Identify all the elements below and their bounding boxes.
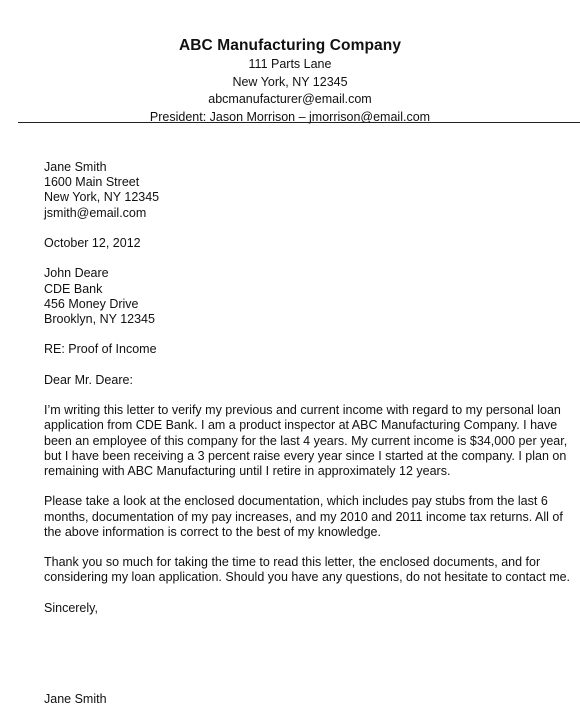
letter-date: October 12, 2012 — [44, 236, 141, 250]
letterhead-divider — [18, 122, 580, 123]
company-name: ABC Manufacturing Company — [178, 37, 402, 54]
paragraph-line: been an employee of this company for the last 4 years. My current income is $34,000 per year, — [44, 433, 568, 448]
sender-name: Jane Smith — [44, 160, 107, 174]
paragraph-line: I’m writing this letter to verify my previous and current income with regard to my personal loan — [44, 403, 561, 418]
company-address-line2: New York, NY 12345 — [232, 74, 348, 89]
letter-body — [44, 160, 574, 707]
company-president: President: Jason Morrison – jmorrison@email.com — [149, 109, 431, 124]
paragraph-line: considering my loan application. Should you have any questions, do not hesitate to contact me. — [44, 570, 571, 585]
sender-city: New York, NY 12345 — [44, 190, 160, 205]
recipient-city: Brooklyn, NY 12345 — [44, 312, 155, 326]
letter-subject: RE: Proof of Income — [44, 342, 157, 357]
letter-salutation: Dear Mr. Deare: — [44, 372, 133, 387]
paragraph-line: Please take a look at the enclosed documentation, which includes pay stubs from the last 6 — [44, 494, 548, 509]
sender-street: 1600 Main Street — [44, 175, 140, 190]
company-email: abcmanufacturer@email.com — [208, 92, 372, 106]
sender-email: jsmith@email.com — [44, 205, 147, 220]
paragraph-line: Thank you so much for taking the time to read this letter, the enclosed documents, and for — [44, 555, 541, 570]
paragraph-line: months, documentation of my pay increases, and my 2010 and 2011 income tax returns. All of — [44, 509, 563, 524]
signature-space — [44, 616, 574, 692]
recipient-address — [44, 266, 574, 327]
paragraph-1 — [44, 403, 574, 479]
paragraph-line: the above information is correct to the best of my knowledge. — [44, 524, 381, 539]
paragraph-line: application from CDE Bank. I am a product inspector at ABC Manufacturing Company. I have — [44, 418, 558, 433]
recipient-company: CDE Bank — [44, 281, 103, 296]
company-address-line1: 111 Parts Lane — [248, 57, 332, 71]
paragraph-2 — [44, 494, 574, 540]
letter-closing: Sincerely, — [44, 600, 98, 615]
paragraph-line: but I have been receiving a 3 percent raise every year since I started at the company. I plan on — [44, 448, 567, 463]
paragraph-3 — [44, 555, 574, 585]
letterhead — [0, 36, 580, 126]
paragraph-line: remaining with ABC Manufacturing until I retire in approximately 12 years. — [44, 463, 451, 478]
recipient-street: 456 Money Drive — [44, 296, 139, 311]
sender-address — [44, 160, 574, 221]
signature-name: Jane Smith — [44, 691, 107, 706]
recipient-name: John Deare — [44, 266, 109, 281]
